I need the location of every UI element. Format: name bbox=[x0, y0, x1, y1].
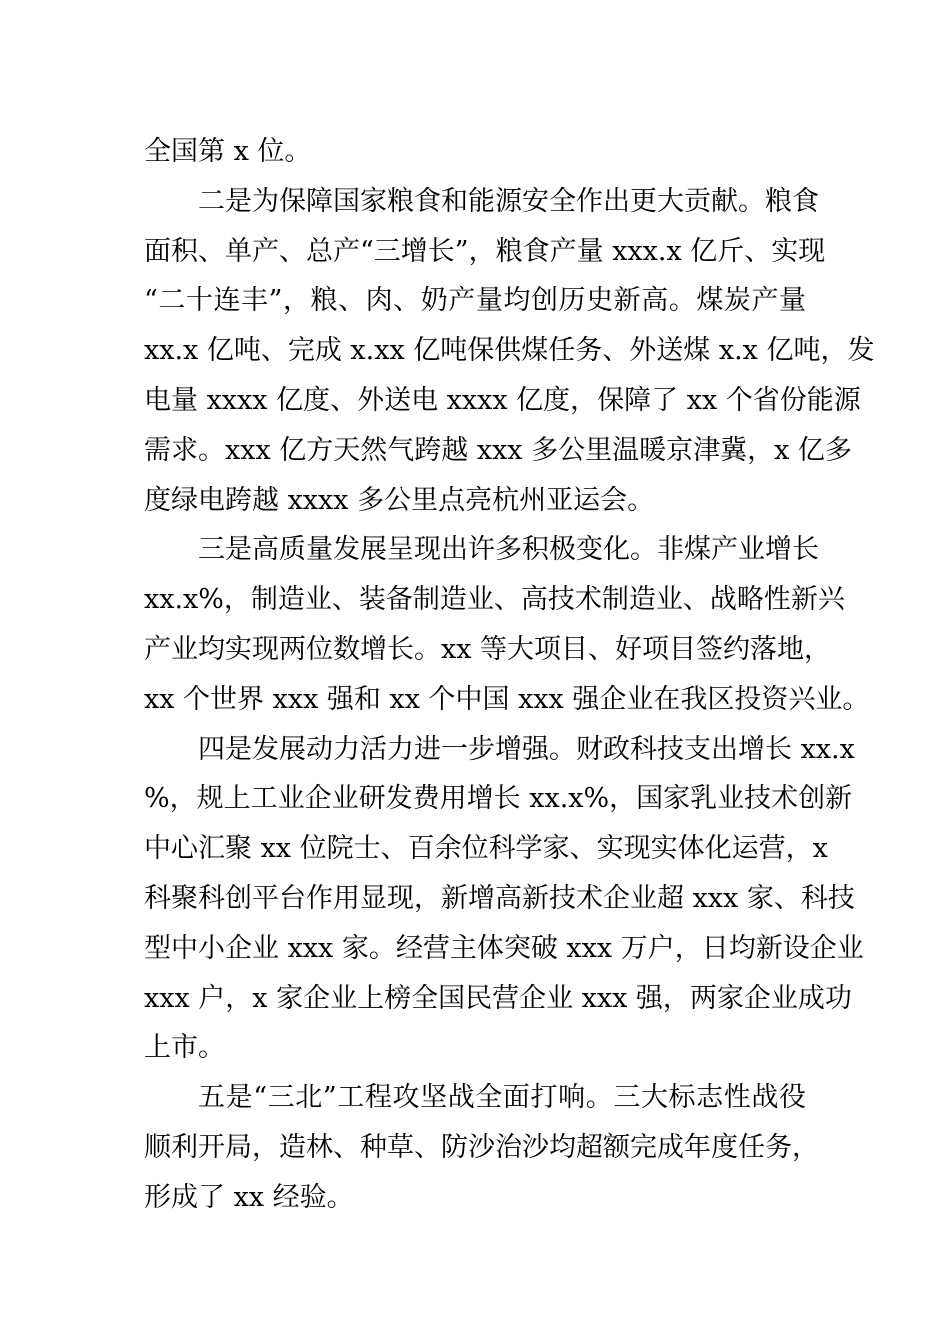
text-line: 二是为保障国家粮食和能源安全作出更大贡献。粮食 bbox=[198, 185, 819, 217]
text-line: 顺利开局，造林、种草、防沙治沙均超额完成年度任务， bbox=[144, 1131, 819, 1163]
text-line: 面积、单产、总产“三增长”，粮食产量 xxx.x 亿斤、实现 bbox=[144, 235, 826, 267]
text-line: xx.x 亿吨、完成 x.xx 亿吨保供煤任务、外送煤 x.x 亿吨，发 bbox=[144, 335, 875, 367]
text-line: 上市。 bbox=[144, 1032, 225, 1064]
text-line: 五是“三北”工程攻坚战全面打响。三大标志性战役 bbox=[198, 1082, 806, 1114]
text-line: 四是发展动力活力进一步增强。财政科技支出增长 xx.x bbox=[198, 733, 855, 765]
text-line: %，规上工业企业研发费用增长 xx.x%，国家乳业技术创新 bbox=[144, 783, 853, 815]
text-line: xxx 户，x 家企业上榜全国民营企业 xxx 强，两家企业成功 bbox=[144, 982, 852, 1014]
text-line: 型中小企业 xxx 家。经营主体突破 xxx 万户，日均新设企业 bbox=[144, 932, 864, 964]
document-body bbox=[144, 127, 875, 1223]
text-line: xx 个世界 xxx 强和 xx 个中国 xxx 强企业在我区投资兴业。 bbox=[144, 683, 870, 715]
paragraph-grain-energy bbox=[144, 177, 875, 526]
text-line: 科聚科创平台作用显现，新增高新技术企业超 xxx 家、科技 bbox=[144, 882, 855, 914]
text-line: 形成了 xx 经验。 bbox=[144, 1181, 354, 1213]
text-line: xx.x%，制造业、装备制造业、高技术制造业、战略性新兴 bbox=[144, 584, 845, 616]
text-line: 中心汇聚 xx 位院士、百余位科学家、实现实体化运营，x bbox=[144, 833, 828, 865]
text-line: “二十连丰”，粮、肉、奶产量均创历史新高。煤炭产量 bbox=[144, 285, 806, 317]
text-line: 电量 xxxx 亿度、外送电 xxxx 亿度，保障了 xx 个省份能源 bbox=[144, 384, 861, 416]
paragraph-momentum bbox=[144, 725, 864, 1074]
paragraph-continuation bbox=[144, 127, 806, 177]
text-line: 三是高质量发展呈现出许多积极变化。非煤产业增长 bbox=[198, 534, 819, 566]
paragraph-high-quality bbox=[144, 525, 870, 724]
text-line: 度绿电跨越 xxxx 多公里点亮杭州亚运会。 bbox=[144, 484, 655, 516]
text-line: 需求。xxx 亿方天然气跨越 xxx 多公里温暖京津冀，x 亿多 bbox=[144, 434, 852, 466]
text-line: 产业均实现两位数增长。xx 等大项目、好项目签约落地， bbox=[144, 633, 832, 665]
paragraph-three-north bbox=[144, 1073, 819, 1222]
text-line: 全国第 x 位。 bbox=[144, 136, 312, 167]
